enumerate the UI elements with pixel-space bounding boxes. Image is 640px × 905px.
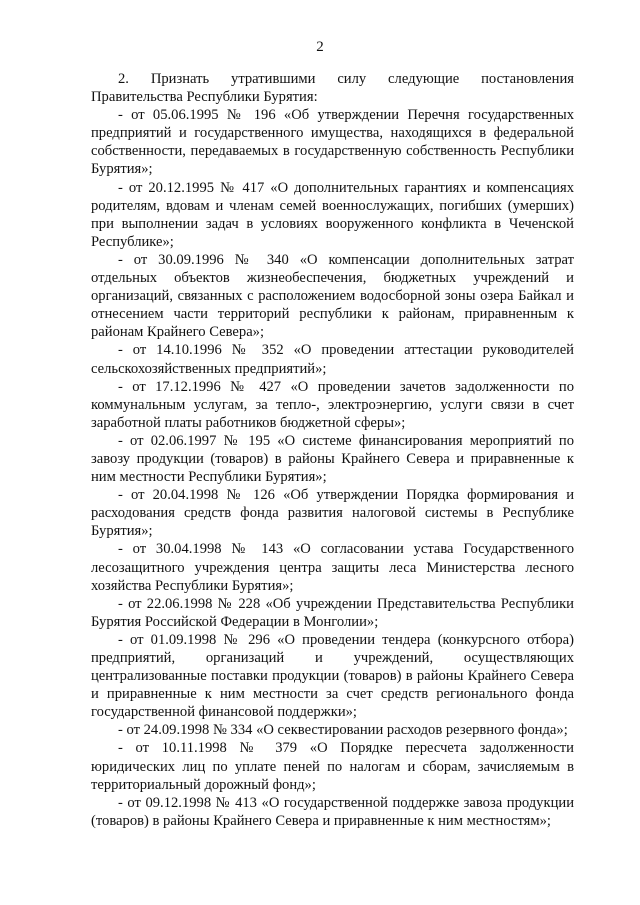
list-item: - от 10.11.1998 № 379 «О Порядке пересчета задолженности юридических лиц по уплате пеней по налогам и сборам, зачисляемым в территориальный дорожный фонд»; [91, 740, 574, 793]
list-item: - от 20.04.1998 № 126 «Об утверждении Порядка формирования и расходования средств фонда развития налоговой системы в Республике Бурятия»; [91, 487, 574, 540]
list-item: - от 30.04.1998 № 143 «О согласовании устава Государственного лесозащитного учреждения центра защиты леса Министерства лесного хозяйства Республики Бурятия»; [91, 541, 574, 594]
list-item: - от 09.12.1998 № 413 «О государственной поддержке завоза продукции (товаров) в районы Крайнего Севера и приравненные к ним местностям»; [91, 794, 574, 829]
page-number: 2 [316, 39, 324, 55]
list-item: - от 01.09.1998 № 296 «О проведении тендера (конкурсного отбора) предприятий, организаций и учреждений, осуществляющих централизованные поставки продукции (товаров) в районы Крайнего Севера и приравненные к ним местности за счет средств регионального фонда государственной финансовой поддержки»; [91, 631, 574, 721]
list-item: - от 14.10.1996 № 352 «О проведении аттестации руководителей сельскохозяйственных предприятий»; [91, 342, 574, 377]
intro-paragraph: 2. Признать утратившими силу следующие постановления Правительства Республики Бурятия: [91, 71, 574, 106]
list-item: - от 24.09.1998 № 334 «О секвестировании расходов резервного фонда»; [118, 722, 568, 739]
list-item: - от 22.06.1998 № 228 «Об учреждении Представительства Республики Бурятия Российской Федерации в Монголии»; [91, 595, 574, 630]
list-item: - от 05.06.1995 № 196 «Об утверждении Перечня государственных предприятий и государственного имущества, находящихся в федеральной собственности, передаваемых в государственную собственность Республики Бурятия»; [91, 107, 574, 178]
list-item: - от 30.09.1996 № 340 «О компенсации дополнительных затрат отдельных объектов жизнеобеспечения, бюджетных учреждений и организаций, связанных с расположением водосборной зоны озера Байкал и отнесением части территорий республики к районам, приравненным к районам Крайнего Севера»; [91, 251, 574, 341]
list-item: - от 20.12.1995 № 417 «О дополнительных гарантиях и компенсациях родителям, вдовам и членам семей военнослужащих, погибших (умерших) при выполнении задач в условиях вооруженного конфликта в Чеченской Республике»; [91, 179, 574, 250]
body-text [91, 70, 574, 830]
list-item: - от 17.12.1996 № 427 «О проведении зачетов задолженности по коммунальным услугам, за тепло-, электроэнергию, услуги связи в счет заработной платы работников бюджетной сферы»; [91, 378, 574, 431]
list-item: - от 02.06.1997 № 195 «О системе финансирования мероприятий по завозу продукции (товаров) в районы Крайнего Севера и приравненные к ним местности Республики Бурятия»; [91, 432, 574, 486]
